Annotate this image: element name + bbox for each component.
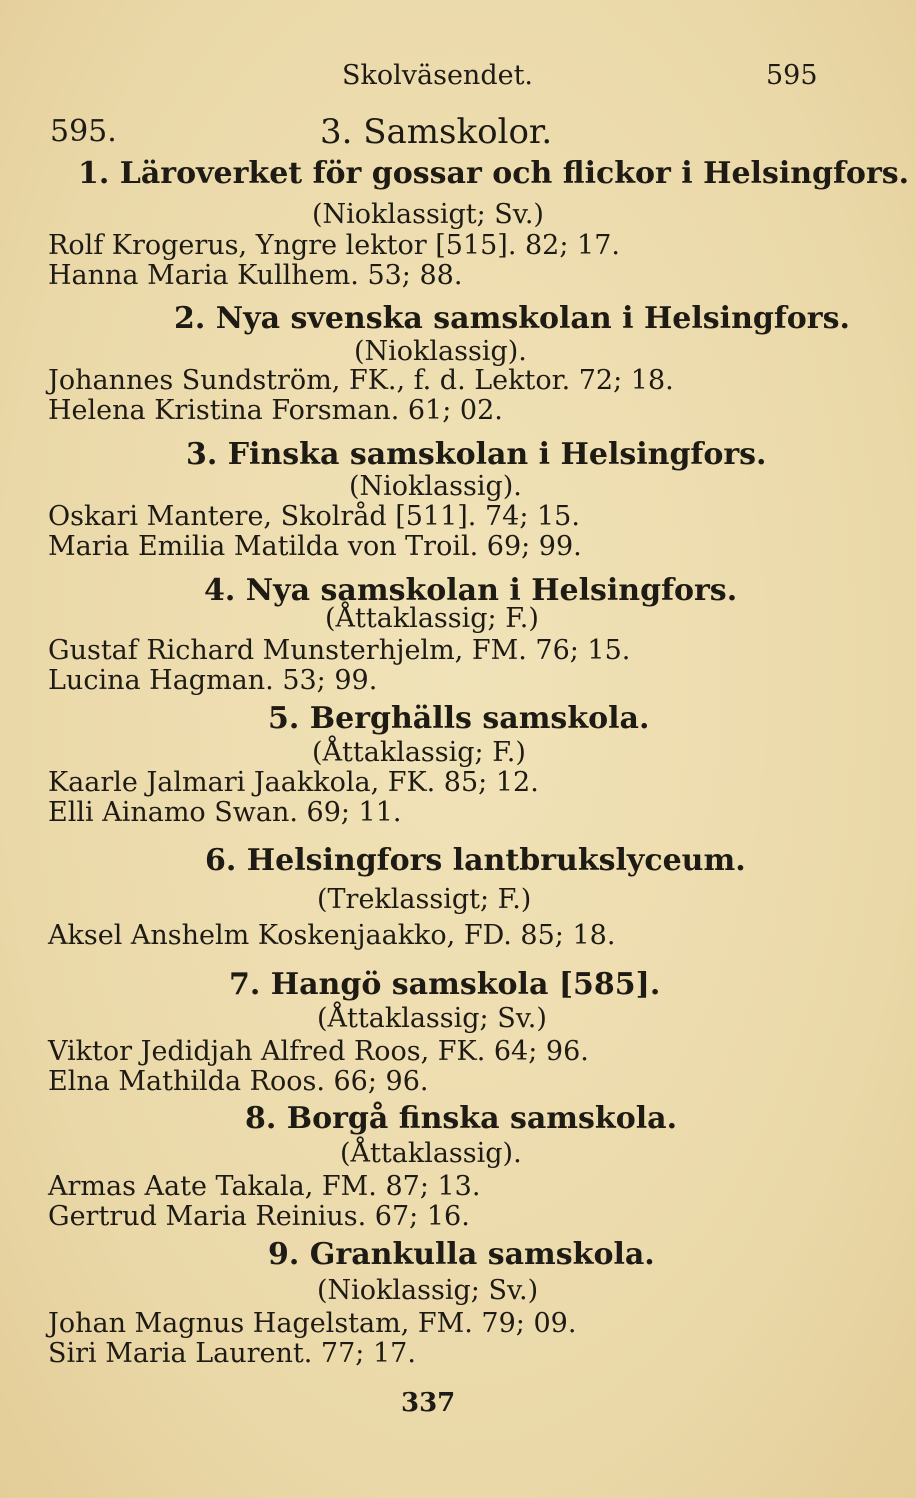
- school-heading: 8. Borgå finska samskola.: [245, 1101, 678, 1136]
- school-info: (Nioklassig; Sv.): [317, 1275, 539, 1306]
- person-entry: Hanna Maria Kullhem. 53; 88.: [48, 260, 463, 291]
- school-heading: 4. Nya samskolan i Helsingfors.: [204, 573, 738, 608]
- school-heading: 9. Grankulla samskola.: [268, 1237, 655, 1272]
- printer-signature: 337: [401, 1388, 456, 1418]
- school-info: (Nioklassigt; Sv.): [312, 199, 544, 230]
- school-info: (Åttaklassig; F.): [325, 603, 539, 634]
- section-number: 595.: [50, 114, 117, 149]
- person-entry: Armas Aate Takala, FM. 87; 13.: [48, 1171, 481, 1202]
- person-entry: Elna Mathilda Roos. 66; 96.: [48, 1066, 429, 1097]
- page-number: 595: [766, 60, 818, 91]
- person-entry: Johan Magnus Hagelstam, FM. 79; 09.: [48, 1308, 577, 1339]
- person-entry: Rolf Krogerus, Yngre lektor [515]. 82; 17.: [48, 230, 620, 261]
- person-entry: Lucina Hagman. 53; 99.: [48, 665, 378, 696]
- school-heading: 1. Läroverket för gossar och flickor i Helsingfors.: [78, 156, 910, 191]
- person-entry: Elli Ainamo Swan. 69; 11.: [48, 797, 402, 828]
- person-entry: Maria Emilia Matilda von Troil. 69; 99.: [48, 531, 582, 562]
- running-header-title: Skolväsendet.: [342, 60, 534, 91]
- school-heading: 6. Helsingfors lantbrukslyceum.: [205, 843, 746, 878]
- school-info: (Nioklassig).: [354, 336, 527, 367]
- section-title: 3. Samskolor.: [320, 112, 553, 152]
- school-heading: 2. Nya svenska samskolan i Helsingfors.: [174, 301, 850, 336]
- school-info: (Åttaklassig; Sv.): [317, 1003, 547, 1034]
- person-entry: Johannes Sundström, FK., f. d. Lektor. 72; 18.: [48, 365, 674, 396]
- person-entry: Helena Kristina Forsman. 61; 02.: [48, 395, 503, 426]
- school-info: (Åttaklassig).: [340, 1138, 522, 1169]
- school-heading: 5. Berghälls samskola.: [268, 701, 650, 736]
- school-info: (Åttaklassig; F.): [312, 737, 526, 768]
- school-info: (Nioklassig).: [349, 471, 522, 502]
- person-entry: Aksel Anshelm Koskenjaakko, FD. 85; 18.: [48, 920, 616, 951]
- person-entry: Siri Maria Laurent. 77; 17.: [48, 1338, 416, 1369]
- person-entry: Gertrud Maria Reinius. 67; 16.: [48, 1201, 470, 1232]
- school-info: (Treklassigt; F.): [317, 884, 532, 915]
- person-entry: Viktor Jedidjah Alfred Roos, FK. 64; 96.: [48, 1036, 589, 1067]
- person-entry: Oskari Mantere, Skolråd [511]. 74; 15.: [48, 501, 580, 532]
- person-entry: Kaarle Jalmari Jaakkola, FK. 85; 12.: [48, 767, 539, 798]
- person-entry: Gustaf Richard Munsterhjelm, FM. 76; 15.: [48, 635, 631, 666]
- school-heading: 7. Hangö samskola [585].: [229, 967, 661, 1002]
- school-heading: 3. Finska samskolan i Helsingfors.: [186, 437, 767, 472]
